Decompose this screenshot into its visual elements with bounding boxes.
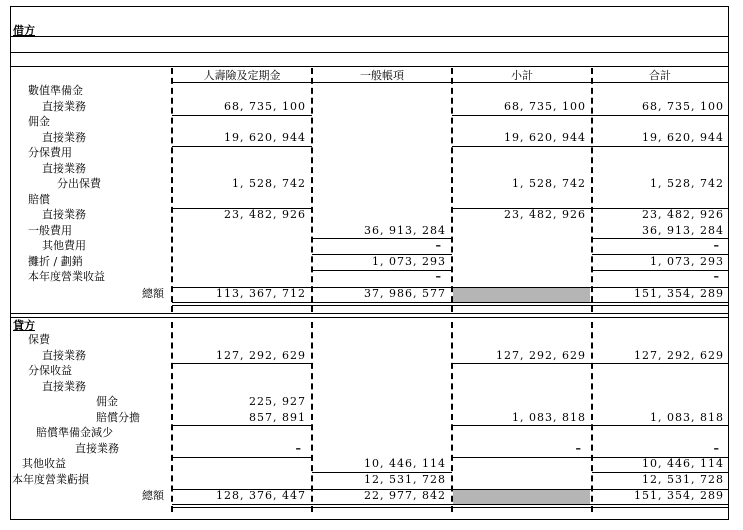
value-underline — [592, 254, 729, 255]
credit-row-value: 127, 292, 629 — [216, 348, 306, 362]
debit-row-label: 賠償 — [28, 192, 50, 206]
value-underline — [312, 270, 452, 271]
debit-row-label: 本年度營業收益 — [28, 270, 105, 283]
debit-row-value: 1, 528, 742 — [650, 177, 724, 190]
debit-row-value: 23, 482, 926 — [642, 208, 724, 221]
credit-row-value: 1, 083, 818 — [650, 410, 724, 424]
debit-row-value: 1, 073, 293 — [650, 254, 724, 268]
credit-row-value: 10, 446, 114 — [364, 457, 446, 470]
credit-row-label: 其他收益 — [22, 457, 66, 470]
debit-row-label: 直接業務 — [42, 161, 86, 175]
column-header-total: 合計 — [649, 69, 671, 82]
debit-row-label: 其他費用 — [42, 239, 86, 252]
credit-total-value: 22, 977, 842 — [364, 489, 446, 502]
column-separator — [591, 68, 593, 312]
credit-row-value: 857, 891 — [249, 410, 306, 424]
debit-row-label: 直接業務 — [42, 208, 86, 221]
value-underline — [172, 146, 312, 147]
credit-row-value: 127, 292, 629 — [496, 348, 586, 362]
value-underline — [312, 238, 452, 239]
value-underline — [312, 472, 452, 473]
debit-row-label: 攤折 / 劃銷 — [28, 254, 83, 268]
total-rule-top — [172, 287, 729, 288]
credit-row-value: 12, 531, 728 — [642, 472, 724, 486]
debit-row-value: 1, 528, 742 — [512, 177, 586, 190]
debit-row-label: 分保費用 — [28, 146, 72, 159]
value-underline — [172, 115, 312, 116]
column-separator — [451, 322, 453, 512]
column-header-subtotal: 小計 — [511, 69, 533, 82]
value-underline — [172, 363, 312, 364]
column-separator — [591, 322, 593, 512]
column-separator — [171, 322, 173, 512]
value-underline — [172, 457, 312, 458]
debit-total-value: 151, 354, 289 — [634, 287, 724, 300]
total-rule-bottom — [172, 504, 729, 505]
debit-row-value: 68, 735, 100 — [504, 99, 586, 113]
total-rule-double — [172, 507, 729, 508]
value-underline — [592, 238, 729, 239]
credit-row-label: 本年度營業虧損 — [12, 472, 89, 486]
debit-total-label: 總額 — [142, 287, 164, 300]
credit-row-label: 保費 — [28, 333, 50, 346]
debit-row-label: 直接業務 — [42, 99, 86, 113]
rule-line — [10, 317, 729, 318]
debit-row-label: 直接業務 — [42, 130, 86, 144]
debit-row-label: 佣金 — [28, 115, 50, 128]
value-underline — [452, 115, 729, 116]
credit-row-label: 直接業務 — [75, 441, 119, 455]
credit-row-value: 225, 927 — [249, 395, 306, 408]
total-rule-bottom — [172, 302, 729, 303]
debit-row-value: 23, 482, 926 — [224, 208, 306, 221]
debit-row-value: 1, 528, 742 — [232, 177, 306, 190]
debit-row-value: – — [435, 270, 442, 283]
debit-row-label: 數值準備金 — [28, 84, 83, 97]
debit-row-value: – — [713, 270, 720, 283]
credit-row-label: 直接業務 — [42, 348, 86, 362]
debit-row-value: – — [713, 239, 720, 252]
credit-row-label: 佣金 — [96, 395, 118, 408]
column-separator — [311, 68, 313, 312]
credit-row-value: 1, 083, 818 — [512, 410, 586, 424]
debit-row-value: – — [435, 239, 442, 252]
credit-row-label: 分保收益 — [28, 364, 72, 377]
debit-row-value: 1, 073, 293 — [372, 254, 446, 268]
credit-section-title: 貸方 — [13, 319, 35, 332]
value-underline — [312, 254, 452, 255]
column-header-life-insurance: 人壽險及定期金 — [203, 69, 281, 82]
debit-row-value: 68, 735, 100 — [224, 99, 306, 113]
credit-total-value: 151, 354, 289 — [634, 489, 724, 502]
debit-total-value: 113, 367, 712 — [216, 287, 306, 300]
value-underline — [172, 425, 312, 426]
subtotal-blank-cell — [453, 490, 590, 504]
debit-total-value: 37, 986, 577 — [364, 287, 446, 300]
value-underline — [452, 457, 729, 458]
value-underline — [452, 146, 729, 147]
value-underline — [592, 472, 729, 473]
column-separator — [311, 322, 313, 512]
debit-row-label: 一般費用 — [28, 223, 72, 237]
value-underline — [172, 208, 312, 209]
debit-row-value: 19, 620, 944 — [504, 130, 586, 144]
debit-row-value: 19, 620, 944 — [224, 130, 306, 144]
value-underline — [452, 363, 729, 364]
column-header-general-account: 一般帳項 — [360, 69, 404, 82]
credit-row-label: 直接業務 — [42, 379, 86, 393]
value-underline — [592, 270, 729, 271]
subtotal-blank-cell — [453, 288, 590, 302]
credit-row-label: 賠償準備金減少 — [36, 426, 113, 439]
credit-row-value: 10, 446, 114 — [642, 457, 724, 470]
credit-total-label: 總額 — [142, 489, 164, 502]
value-underline — [452, 208, 729, 209]
column-separator — [451, 68, 453, 312]
credit-total-value: 128, 376, 447 — [216, 489, 306, 502]
credit-row-value: 12, 531, 728 — [364, 472, 446, 486]
credit-row-value: – — [295, 441, 302, 455]
debit-section-title: 借方 — [13, 24, 35, 37]
total-rule-double — [172, 305, 729, 306]
rule-line — [10, 52, 729, 53]
debit-row-label: 分出保費 — [57, 177, 101, 190]
debit-row-value: 19, 620, 944 — [642, 130, 724, 144]
credit-row-value: – — [713, 441, 720, 455]
rule-line — [10, 313, 729, 314]
debit-row-value: 36, 913, 284 — [642, 223, 724, 237]
credit-row-label: 賠償分擔 — [96, 410, 140, 424]
total-rule-top — [172, 489, 729, 490]
value-underline — [452, 425, 729, 426]
debit-row-value: 23, 482, 926 — [504, 208, 586, 221]
debit-row-value: 68, 735, 100 — [642, 99, 724, 113]
credit-row-value: – — [575, 441, 582, 455]
rule-line — [10, 66, 729, 67]
rule-line — [10, 36, 729, 37]
debit-row-value: 36, 913, 284 — [364, 223, 446, 237]
column-separator — [171, 68, 173, 312]
credit-row-value: 127, 292, 629 — [634, 348, 724, 362]
